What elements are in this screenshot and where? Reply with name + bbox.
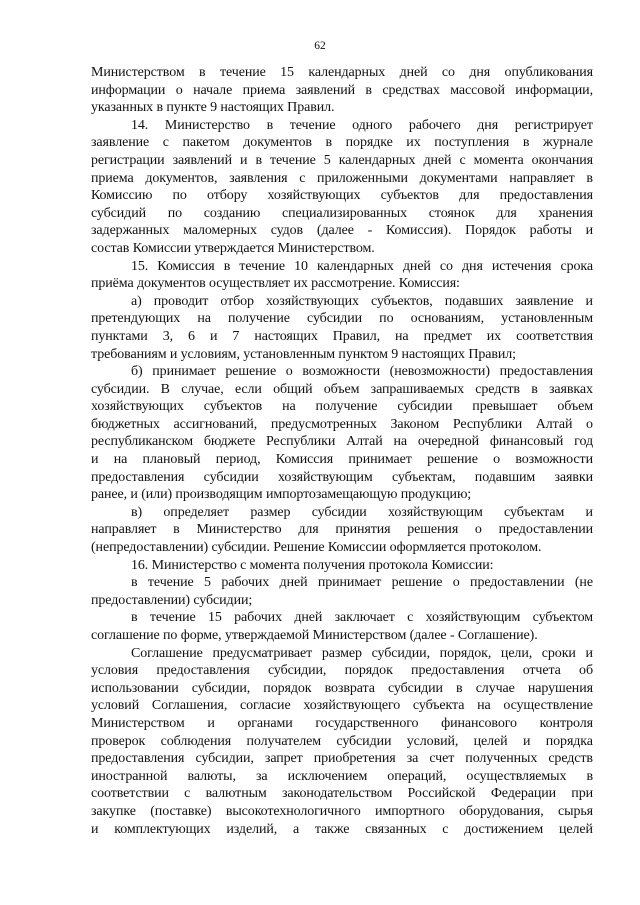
- text-line: претендующих на получение субсидии по основаниям, установленным: [91, 311, 593, 327]
- text-line: иностранной валюты, за исключением операций, осуществляемых в: [91, 768, 593, 784]
- text-line: приема документов, заявления с приложенными документами направляет в: [91, 170, 593, 186]
- text-line: ранее, и (или) производящим импортозамещающую продукцию;: [91, 487, 472, 503]
- text-line: условий Соглашения, согласие хозяйствующего субъекта на осуществление: [91, 698, 593, 714]
- text-line: Министерством в течение 15 календарных дней со дня опубликования: [91, 65, 593, 80]
- text-line: 15. Комиссия в течение 10 календарных дней со дня истечения срока: [131, 258, 593, 274]
- text-line: условия предоставления субсидии, порядок предоставления отчета об: [91, 663, 593, 679]
- text-line: хозяйствующих субъектов на получение субсидии превышает объем: [91, 399, 593, 415]
- text-line: задержанных маломерных судов (далее - Комиссия). Порядок работы и: [91, 223, 593, 239]
- text-line: 14. Министерство в течение одного рабочего дня регистрирует: [131, 117, 593, 133]
- text-line: закупке (поставке) высокотехнологичного импортного оборудования, сырья: [91, 803, 593, 819]
- text-line: в течение 5 рабочих дней принимает решение о предоставлении (не: [131, 575, 593, 591]
- text-line: информации о начале приема заявлений в средствах массовой информации,: [91, 82, 593, 98]
- text-line: республиканском бюджете Республики Алтай на очередной финансовый год: [91, 434, 593, 450]
- text-line: указанных в пункте 9 настоящих Правил.: [91, 100, 335, 116]
- text-line: Министерством и органами государственного финансового контроля: [91, 715, 593, 731]
- text-line: требованиям и условиям, установленным пунктом 9 настоящих Правил;: [91, 346, 516, 362]
- text-line: а) проводит отбор хозяйствующих субъектов, подавших заявление и: [131, 293, 593, 309]
- text-line: пунктами 3, 6 и 7 настоящих Правил, на предмет их соответствия: [91, 328, 593, 344]
- text-line: предоставления субсидии хозяйствующим субъектам, подавшим заявки: [91, 469, 593, 485]
- text-line: субсидий по созданию специализированных стоянок для хранения: [91, 205, 593, 221]
- text-line: соответствии с валютным законодательством Российской Федерации при: [91, 786, 593, 802]
- text-line: использовании субсидии, порядок возврата субсидии в случае нарушения: [91, 680, 593, 696]
- text-line: и комплектующих изделий, а также связанных с достижением целей: [91, 821, 593, 837]
- text-line: состав Комиссии утверждается Министерством.: [91, 240, 375, 256]
- text-line: и на плановый период, Комиссия принимает решение о возможности: [91, 452, 593, 468]
- text-line: направляет в Министерство для принятия решения о предоставлении: [91, 522, 593, 538]
- text-line: соглашение по форме, утверждаемой Министерством (далее - Соглашение).: [91, 628, 538, 643]
- text-line: предоставлении) субсидии;: [91, 592, 253, 608]
- text-line: в течение 15 рабочих дней заключает с хозяйствующим субъектом: [131, 610, 593, 626]
- text-line: проверок соблюдения получателем субсидии условий, целей и порядка: [91, 733, 593, 749]
- text-line: Комиссию по отбору хозяйствующих субъектов для предоставления: [91, 188, 593, 204]
- text-line: регистрации заявлений и в течение 5 календарных дней с момента окончания: [91, 152, 593, 168]
- text-line: приёма документов осуществляет их рассмотрение. Комиссия:: [91, 276, 460, 292]
- text-line: бюджетных ассигнований, предусмотренных Законом Республики Алтай о: [91, 416, 593, 432]
- page-number: 62: [314, 40, 326, 52]
- text-line: предоставления субсидии, запрет приобретения за счет полученных средств: [91, 751, 593, 767]
- text-line: Соглашение предусматривает размер субсидии, порядок, цели, сроки и: [131, 645, 593, 661]
- text-line: субсидии. В случае, если общий объем запрашиваемых средств в заявках: [91, 381, 593, 397]
- text-line: заявление с пакетом документов в порядке их поступления в журнале: [91, 135, 593, 151]
- text-line: (непредоставлении) субсидии. Решение Комиссии оформляется протоколом.: [91, 540, 542, 556]
- text-line: 16. Министерство с момента получения протокола Комиссии:: [131, 557, 494, 573]
- text-line: в) определяет размер субсидии хозяйствующим субъектам и: [131, 504, 593, 520]
- text-line: б) принимает решение о возможности (невозможности) предоставления: [131, 364, 593, 380]
- document-body: [91, 64, 593, 838]
